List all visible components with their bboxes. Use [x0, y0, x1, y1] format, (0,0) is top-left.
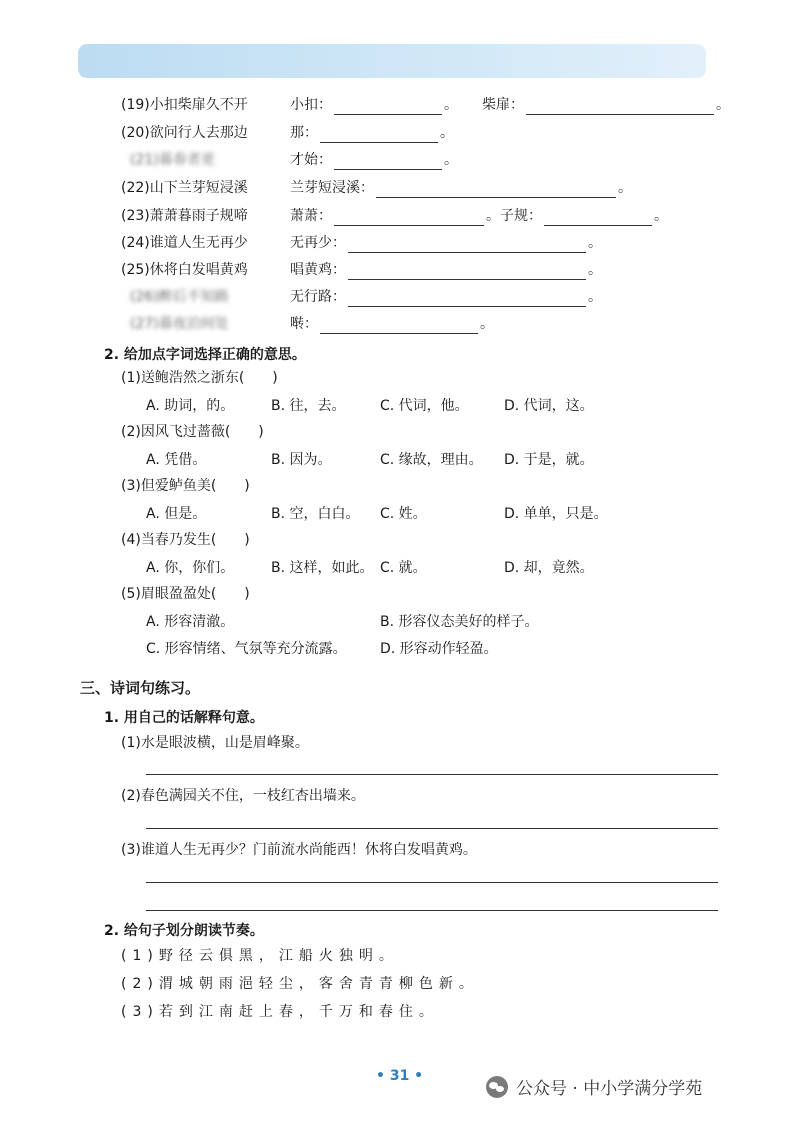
answer-line[interactable]	[146, 882, 718, 883]
answer-line[interactable]	[146, 774, 718, 775]
option-d[interactable]: D. 单单，只是。	[504, 506, 608, 522]
question-24: (24)谁道人生无再少	[121, 235, 248, 251]
answer-label: 。子规：	[486, 208, 542, 224]
option-d[interactable]: D. 却，竟然。	[504, 560, 594, 576]
option-c[interactable]: C. 姓。	[380, 506, 427, 522]
answer-label: 无再少：	[290, 235, 346, 251]
answer-23	[290, 206, 668, 226]
question-19: (19)小扣柴扉久不开	[121, 97, 248, 113]
option-b[interactable]: B. 往，去。	[271, 398, 346, 414]
answer-22	[290, 178, 632, 198]
rhythm-sentence-2: (2)渭城朝雨浥轻尘，客舍青青柳色新。	[121, 976, 479, 992]
question-27: (27)暮夜泊何处	[130, 316, 229, 332]
question-2-title: 2. 给加点字词选择正确的意思。	[104, 347, 306, 363]
choice-question-3: (3)但爱鲈鱼美( )	[121, 478, 250, 494]
option-a[interactable]: A. 但是。	[146, 506, 207, 522]
blank-line[interactable]	[334, 99, 442, 115]
question-25: (25)休将白发唱黄鸡	[121, 262, 248, 278]
explain-sentence-3: (3)谁道人生无再少？门前流水尚能西！休将白发唱黄鸡。	[121, 842, 477, 858]
wechat-icon	[486, 1076, 508, 1098]
rhythm-sentence-3: (3)若到江南赶上春，千万和春住。	[121, 1004, 439, 1020]
blank-line[interactable]	[544, 210, 652, 226]
answer-line[interactable]	[146, 828, 718, 829]
option-d[interactable]: D. 于是，就。	[504, 452, 594, 468]
option-a[interactable]: A. 你，你们。	[146, 560, 235, 576]
answer-21	[290, 150, 458, 170]
option-d[interactable]: D. 形容动作轻盈。	[380, 641, 498, 657]
answer-label: 无行路：	[290, 289, 346, 305]
option-d[interactable]: D. 代词，这。	[504, 398, 594, 414]
section-3-q1-title: 1. 用自己的话解释句意。	[104, 710, 264, 726]
answer-label: 唱黄鸡：	[290, 262, 346, 278]
blank-line[interactable]	[348, 291, 586, 307]
period: 。	[588, 262, 602, 278]
option-a[interactable]: A. 凭借。	[146, 452, 207, 468]
period: 。	[618, 180, 632, 196]
period: 。	[440, 125, 454, 141]
option-c[interactable]: C. 形容情绪、气氛等充分流露。	[146, 641, 347, 657]
option-c[interactable]: C. 代词，他。	[380, 398, 469, 414]
answer-label: 才始：	[290, 152, 332, 168]
choice-question-5: (5)眉眼盈盈处( )	[121, 586, 250, 602]
answer-24	[290, 233, 602, 253]
blank-line[interactable]	[334, 210, 484, 226]
blank-line[interactable]	[320, 318, 478, 334]
answer-25	[290, 260, 602, 280]
question-21: (21)暮春者更	[130, 152, 215, 168]
answer-label: 萧萧：	[290, 208, 332, 224]
choice-question-4: (4)当春乃发生( )	[121, 532, 250, 548]
option-a[interactable]: A. 助词，的。	[146, 398, 235, 414]
blank-line[interactable]	[348, 264, 586, 280]
rhythm-sentence-1: (1)野径云俱黑，江船火独明。	[121, 948, 399, 964]
header-banner	[78, 44, 706, 78]
answer-26	[290, 287, 602, 307]
option-b[interactable]: B. 这样，如此。	[271, 560, 374, 576]
period: 。	[654, 208, 668, 224]
section-3-title: 三、诗词句练习。	[80, 679, 201, 697]
option-b[interactable]: B. 因为。	[271, 452, 332, 468]
blank-line[interactable]	[526, 99, 714, 115]
explain-sentence-1: (1)水是眼波横，山是眉峰聚。	[121, 735, 309, 751]
period: 。	[444, 152, 458, 168]
question-23: (23)萧萧暮雨子规啼	[121, 208, 248, 224]
answer-label: 柴扉：	[482, 97, 524, 113]
section-3-q2-title: 2. 给句子划分朗读节奏。	[104, 923, 264, 939]
option-b[interactable]: B. 空，白白。	[271, 506, 360, 522]
question-22: (22)山下兰芽短浸溪	[121, 180, 248, 196]
answer-label: 小扣：	[290, 97, 332, 113]
option-c[interactable]: C. 缘故，理由。	[380, 452, 483, 468]
question-26: (26)醉后不知路	[130, 289, 229, 305]
choice-question-2: (2)因风飞过蔷薇( )	[121, 424, 264, 440]
choice-question-1: (1)送鲍浩然之浙东( )	[121, 370, 278, 386]
option-b[interactable]: B. 形容仪态美好的样子。	[380, 614, 539, 630]
option-c[interactable]: C. 就。	[380, 560, 427, 576]
period: 。	[444, 97, 458, 113]
answer-label: 啭：	[290, 316, 318, 332]
blank-line[interactable]	[376, 182, 616, 198]
answer-27	[290, 314, 494, 334]
question-20: (20)欲问行人去那边	[121, 125, 248, 141]
period: 。	[716, 97, 730, 113]
period: 。	[480, 316, 494, 332]
answer-line[interactable]	[146, 910, 718, 911]
period: 。	[588, 235, 602, 251]
blank-line[interactable]	[320, 127, 438, 143]
answer-19	[290, 95, 730, 115]
answer-label: 那：	[290, 125, 318, 141]
answer-20	[290, 123, 454, 143]
period: 。	[588, 289, 602, 305]
option-a[interactable]: A. 形容清澈。	[146, 614, 235, 630]
watermark-text: 公众号 · 中小学满分学苑	[516, 1079, 703, 1099]
watermark	[486, 1074, 702, 1099]
blank-line[interactable]	[348, 237, 586, 253]
page-number: • 31 •	[376, 1068, 424, 1084]
explain-sentence-2: (2)春色满园关不住，一枝红杏出墙来。	[121, 788, 365, 804]
answer-label: 兰芽短浸溪：	[290, 180, 374, 196]
blank-line[interactable]	[334, 154, 442, 170]
